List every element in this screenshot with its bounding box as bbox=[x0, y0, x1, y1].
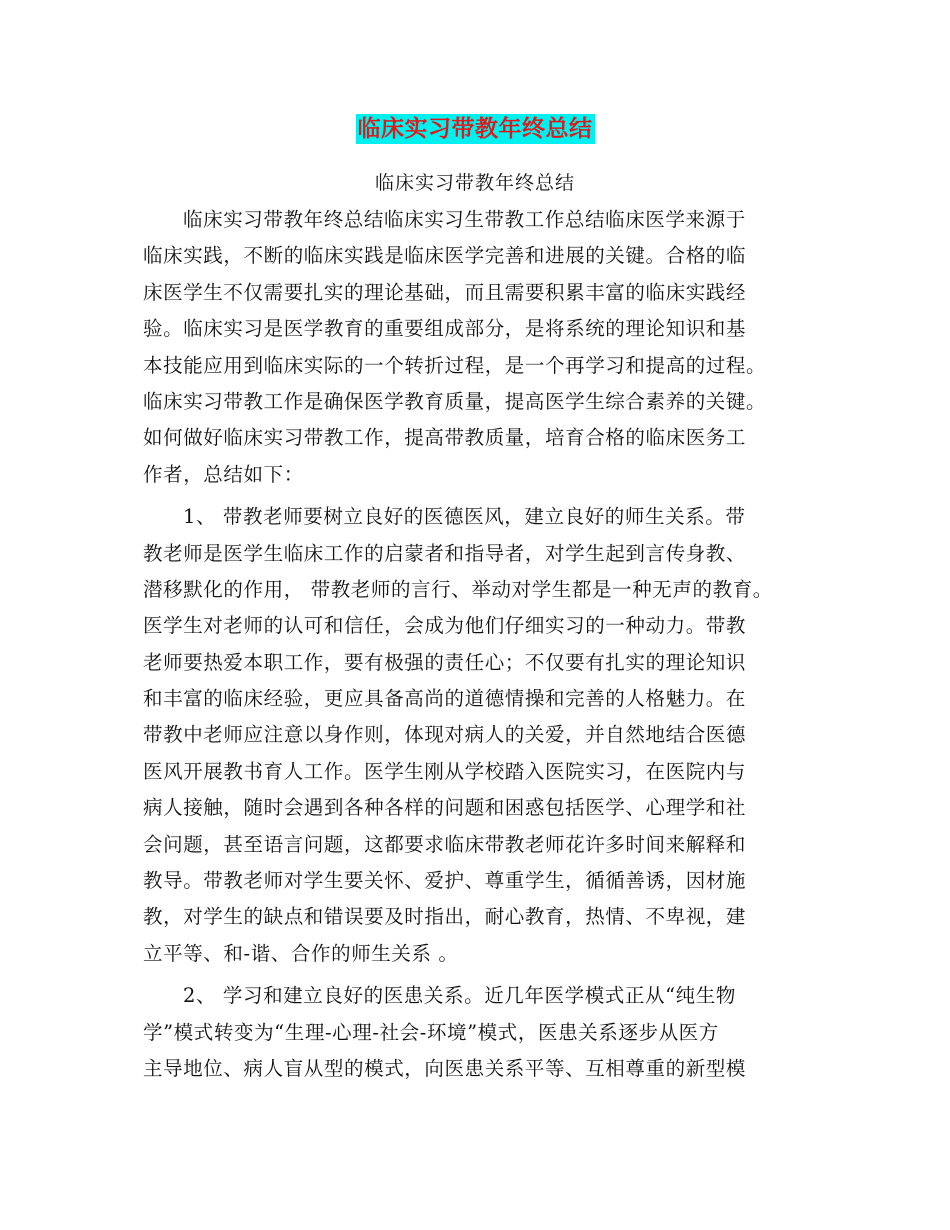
text-line: 临床实习带教工作是确保医学教育质量，提高医学生综合素养的关键。 bbox=[143, 389, 767, 413]
text-line: 验。临床实习是医学教育的重要组成部分，是将系统的理论知识和基 bbox=[143, 317, 747, 341]
text-line: 带教中老师应注意以身作则，体现对病人的关爱，并自然地结合医德 bbox=[143, 723, 747, 747]
paragraph-point-1 bbox=[143, 499, 823, 972]
text-line: 2、 学习和建立良好的医患关系。近几年医学模式正从“纯生物 bbox=[183, 984, 736, 1008]
text-line: 学”模式转变为“生理-心理-社会-环境”模式，医患关系逐步从医方 bbox=[143, 1020, 719, 1044]
text-line: 病人接触，随时会遇到各种各样的问题和困惑包括医学、心理学和社 bbox=[143, 796, 747, 820]
text-line: 临床实践，不断的临床实践是临床医学完善和进展的关键。合格的临 bbox=[143, 244, 747, 268]
text-line: 临床实习带教年终总结临床实习生带教工作总结临床医学来源于 bbox=[183, 208, 746, 231]
document-title: 临床实习带教年终总结 bbox=[357, 116, 593, 142]
text-line: 教老师是医学生临床工作的启蒙者和指导者，对学生起到言传身教、 bbox=[143, 541, 747, 565]
text-line: 床医学生不仅需要扎实的理论基础，而且需要积累丰富的临床实践经 bbox=[143, 280, 747, 304]
title-container bbox=[0, 114, 950, 144]
text-line: 会问题，甚至语言问题，这都要求临床带教老师花许多时间来解释和 bbox=[143, 832, 747, 856]
paragraph-intro bbox=[143, 202, 823, 493]
text-line: 如何做好临床实习带教工作，提高带教质量，培育合格的临床医务工 bbox=[143, 426, 747, 450]
text-line: 医风开展教书育人工作。医学生刚从学校踏入医院实习，在医院内与 bbox=[143, 759, 747, 783]
text-line: 教，对学生的缺点和错误要及时指出，耐心教育，热情、不卑视，建 bbox=[143, 905, 747, 929]
text-line: 立平等、和-谐、合作的师生关系 。 bbox=[143, 941, 459, 965]
text-line: 潜移默化的作用， 带教老师的言行、举动对学生都是一种无声的教育。 bbox=[143, 577, 773, 601]
text-line: 本技能应用到临床实际的一个转折过程，是一个再学习和提高的过程。 bbox=[143, 353, 767, 377]
document-body bbox=[143, 202, 823, 1087]
text-line: 医学生对老师的认可和信任，会成为他们仔细实习的一种动力。带教 bbox=[143, 614, 747, 638]
text-line: 1、 带教老师要树立良好的医德医风，建立良好的师生关系。带 bbox=[183, 505, 746, 529]
document-subtitle: 临床实习带教年终总结 bbox=[374, 172, 575, 194]
text-line: 作者，总结如下： bbox=[143, 462, 304, 486]
text-line: 教导。带教老师对学生要关怀、爱护、尊重学生，循循善诱，因材施 bbox=[143, 869, 747, 893]
text-line: 主导地位、病人盲从型的模式，向医患关系平等、互相尊重的新型模 bbox=[143, 1056, 747, 1080]
text-line: 老师要热爱本职工作，要有极强的责任心；不仅要有扎实的理论知识 bbox=[143, 650, 747, 674]
text-line: 和丰富的临床经验，更应具备高尚的道德情操和完善的人格魅力。在 bbox=[143, 687, 747, 711]
paragraph-point-2 bbox=[143, 978, 823, 1087]
